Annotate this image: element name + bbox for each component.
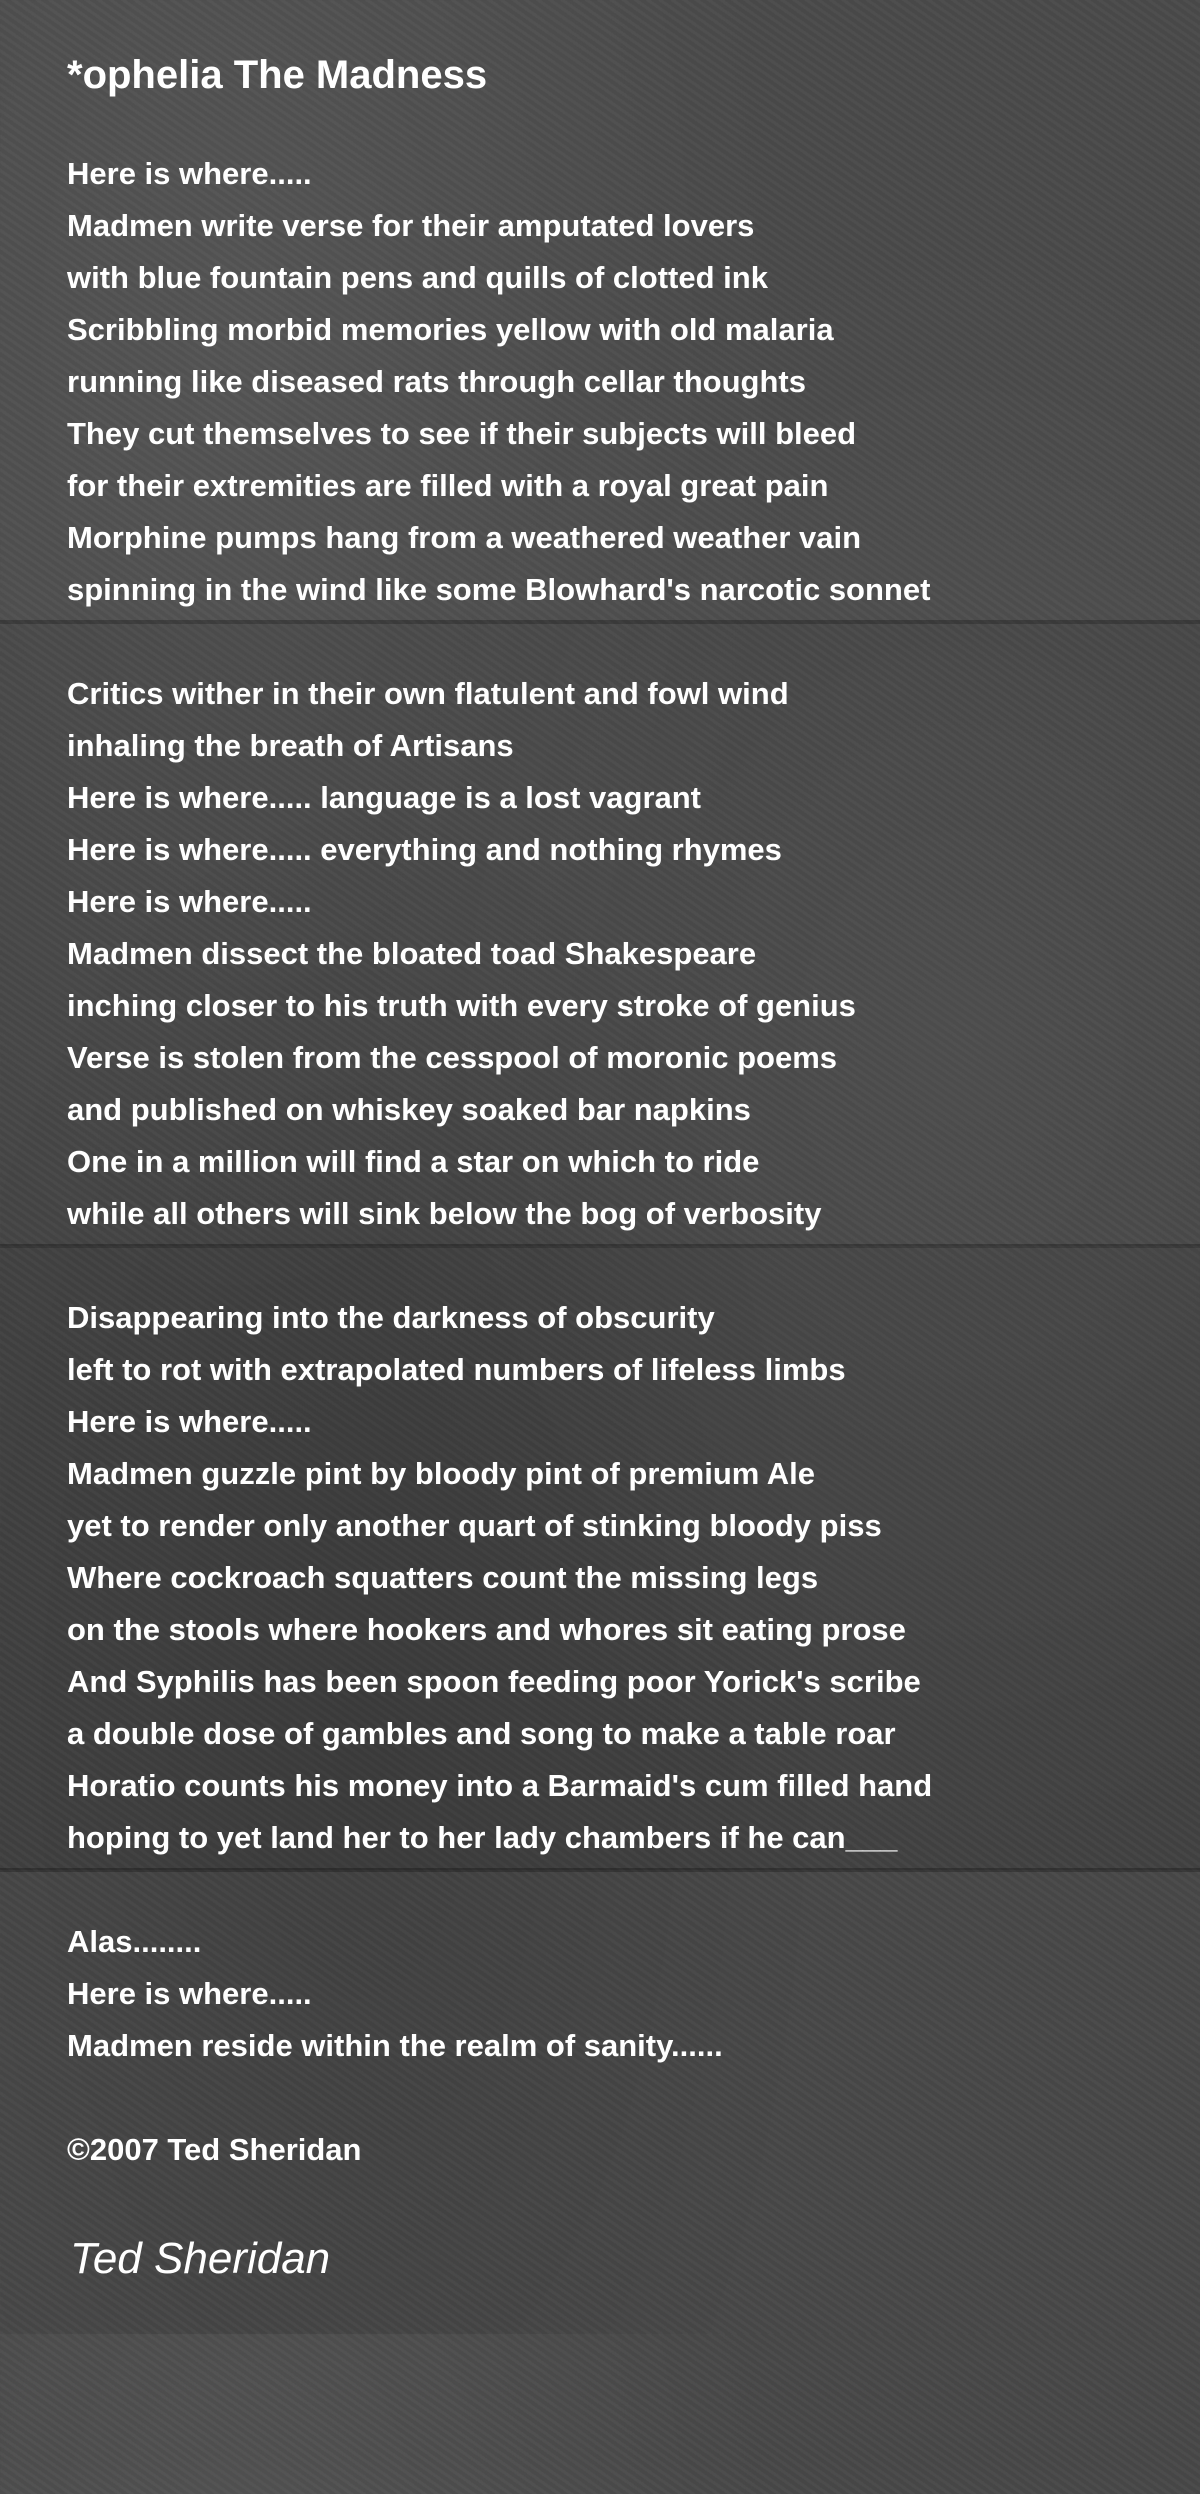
- poem-line: Alas........: [67, 1924, 202, 1959]
- poem-line: spinning in the wind like some Blowhard's narcotic sonnet: [67, 572, 931, 607]
- poem-line: One in a million will find a star on which to ride: [67, 1144, 760, 1179]
- poem-line: Disappearing into the darkness of obscurity: [67, 1300, 715, 1335]
- poem-line: They cut themselves to see if their subjects will bleed: [67, 416, 857, 451]
- stanza: [67, 1916, 932, 2072]
- poem-line: inhaling the breath of Artisans: [67, 728, 514, 763]
- poem-line: Verse is stolen from the cesspool of moronic poems: [67, 1040, 838, 1075]
- poem-line: left to rot with extrapolated numbers of lifeless limbs: [67, 1352, 846, 1387]
- author-signature: Ted Sheridan: [70, 2234, 331, 2283]
- poem-line: and published on whiskey soaked bar napkins: [67, 1092, 751, 1127]
- poem-line: Horatio counts his money into a Barmaid's cum filled hand: [67, 1768, 933, 1803]
- stanzas: [67, 148, 932, 2072]
- poem-line: Morphine pumps hang from a weathered weather vain: [67, 520, 862, 555]
- poem-line: Critics wither in their own flatulent and fowl wind: [67, 676, 789, 711]
- stanza: [67, 148, 932, 616]
- poem-title: *ophelia The Madness: [67, 53, 488, 97]
- poem-line: Here is where..... everything and nothing rhymes: [67, 832, 782, 867]
- stanza: [67, 1292, 932, 1864]
- poem-line: while all others will sink below the bog of verbosity: [67, 1196, 822, 1231]
- poem-line: Madmen write verse for their amputated lovers: [67, 208, 755, 243]
- poem-line: Madmen dissect the bloated toad Shakespeare: [67, 936, 757, 971]
- poem-line: yet to render only another quart of stinking bloody piss: [67, 1508, 882, 1543]
- poem-line: Where cockroach squatters count the missing legs: [67, 1560, 819, 1595]
- poem-line: for their extremities are filled with a royal great pain: [67, 468, 829, 503]
- poem-line: running like diseased rats through cellar thoughts: [67, 364, 806, 399]
- poem-line: inching closer to his truth with every stroke of genius: [67, 988, 856, 1023]
- poem-line: Madmen guzzle pint by bloody pint of premium Ale: [67, 1456, 816, 1491]
- poem-line: a double dose of gambles and song to make a table roar: [67, 1716, 896, 1751]
- poem-line: Here is where.....: [67, 1976, 312, 2011]
- poem-line: Here is where.....: [67, 1404, 312, 1439]
- poem-line: Madmen reside within the realm of sanity......: [67, 2028, 723, 2063]
- poem-line: with blue fountain pens and quills of clotted ink: [67, 260, 768, 295]
- poem-line: on the stools where hookers and whores sit eating prose: [67, 1612, 906, 1647]
- poem-line: Here is where..... language is a lost vagrant: [67, 780, 702, 815]
- poem-line: hoping to yet land her to her lady chambers if he can___: [67, 1820, 898, 1855]
- poem-body: [67, 148, 932, 2176]
- copyright: ©2007 Ted Sheridan: [67, 2132, 362, 2167]
- stanza: [67, 668, 932, 1240]
- poem-line: Here is where.....: [67, 884, 312, 919]
- poem-line: Scribbling morbid memories yellow with old malaria: [67, 312, 834, 347]
- poem-line: Here is where.....: [67, 156, 312, 191]
- poem-line: And Syphilis has been spoon feeding poor Yorick's scribe: [67, 1664, 921, 1699]
